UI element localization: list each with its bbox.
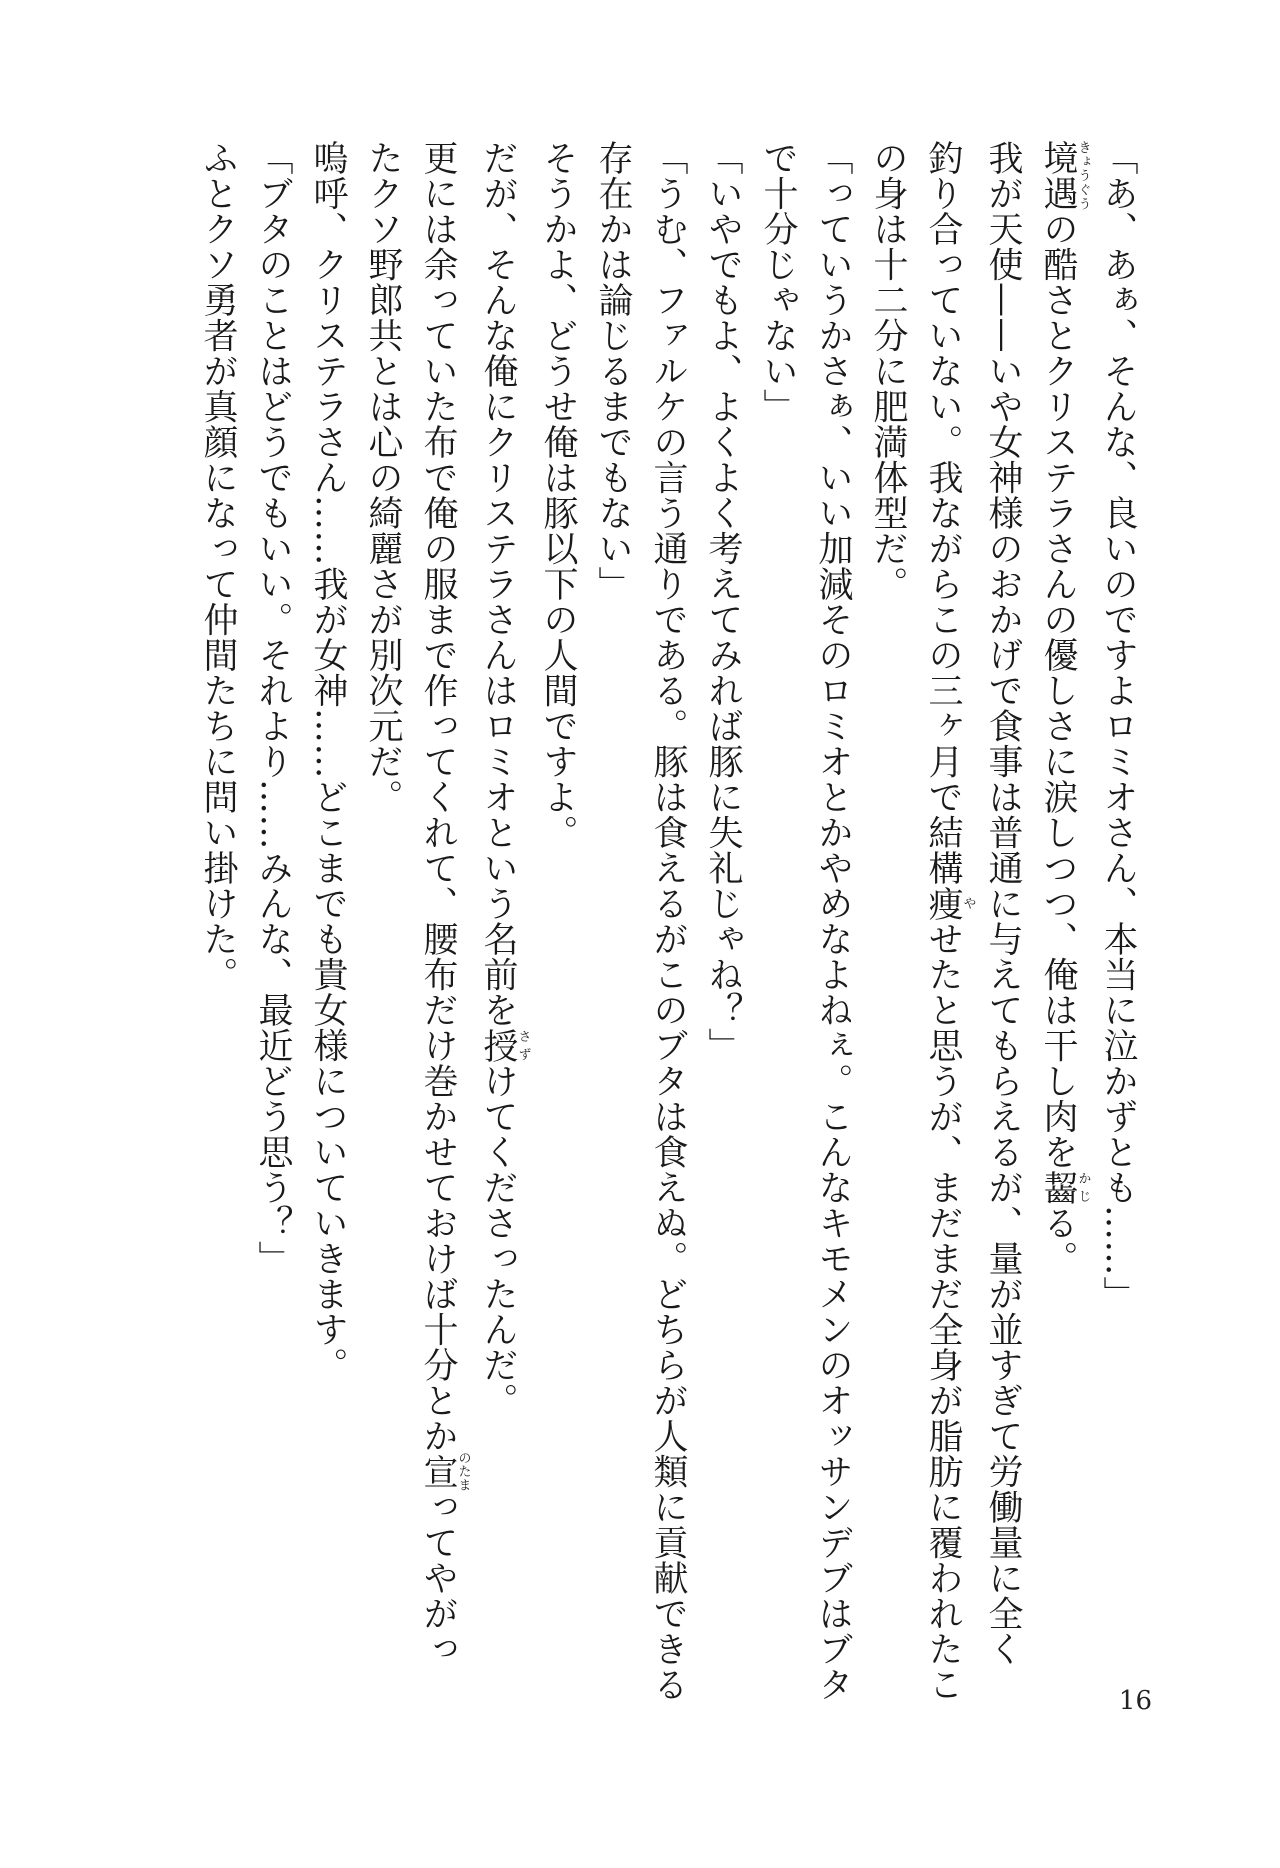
ruby-text <box>923 885 976 922</box>
text-line <box>640 140 695 1702</box>
text-segment: たクソ野郎共とは心の綺麗さが別次元だ。 <box>363 140 403 815</box>
text-line <box>915 140 976 1702</box>
text-segment: 「あ、あぁ、そんな、良いのですよロミオさん、本当に泣かずとも……」 <box>1098 140 1138 1312</box>
text-line <box>245 140 300 1640</box>
ruby-text <box>1038 140 1091 211</box>
text-line <box>300 140 355 1640</box>
text-line <box>1090 140 1145 1640</box>
text-segment: 「ブタのことはどうでもいい。それより……みんな、最近どう思う？」 <box>253 140 293 1276</box>
text-line <box>470 140 530 1640</box>
text-segment: けてくださったんだ。 <box>478 1063 518 1418</box>
text-segment: 我が天使——いや女神様のおかげで食事は普通に与えてもらえるが、量が並すぎて労働量に全く <box>983 140 1023 1667</box>
ruby-base: 授 <box>478 1027 518 1063</box>
text-segment: 「っていうかさぁ、いい加減そのロミオとかやめなよねぇ。こんなキモメンのオッサンデブはブタ <box>813 140 853 1702</box>
text-segment: だが、そんな俺にクリステラさんはロミオという名前を <box>478 140 518 1028</box>
text-line <box>695 140 750 1640</box>
text-line <box>975 140 1030 1667</box>
text-segment: る。 <box>1038 1205 1078 1276</box>
text-segment: 更には余っていた布で俺の服まで作ってくれて、腰布だけ巻かせておけば十分とか <box>418 140 458 1454</box>
ruby-reading: かじ <box>1075 1169 1091 1205</box>
text-segment: で十分じゃない」 <box>758 140 798 424</box>
text-segment: の酷さとクリステラさんの優しさに涙しつつ、俺は干し肉を <box>1038 211 1078 1170</box>
ruby-base: 齧 <box>1038 1169 1078 1205</box>
ruby-text <box>418 1451 471 1492</box>
text-line <box>585 140 640 1640</box>
ruby-reading: のたま <box>455 1451 471 1492</box>
text-segment: 「いやでもよ、よくよく考えてみれば豚に失礼じゃね？」 <box>703 140 743 1063</box>
text-line <box>355 140 410 1640</box>
text-segment: そうかよ、どうせ俺は豚以下の人間ですよ。 <box>538 140 578 850</box>
ruby-reading: きょうぐう <box>1075 140 1091 211</box>
text-line <box>860 140 915 1640</box>
text-segment: せたと思うが、まだまだ全身が脂肪に覆われたこ <box>923 921 963 1702</box>
ruby-base: 境遇 <box>1038 140 1078 211</box>
text-line <box>805 140 860 1702</box>
ruby-text <box>478 1027 531 1064</box>
ruby-text <box>1038 1169 1091 1206</box>
ruby-reading: さず <box>515 1027 531 1063</box>
text-line <box>750 140 805 1640</box>
text-line <box>410 140 471 1667</box>
text-segment: 存在かは論じるまでもない」 <box>593 140 633 602</box>
text-line <box>190 140 245 1640</box>
text-segment: の身は十二分に肥満体型だ。 <box>868 140 908 602</box>
text-segment: 嗚呼、クリステラさん……我が女神……どこまでも貴女様についていきます。 <box>308 140 348 1383</box>
text-line <box>530 140 585 1640</box>
text-segment: ふとクソ勇者が真顔になって仲間たちに問い掛けた。 <box>198 140 238 992</box>
body-text <box>190 140 1145 1702</box>
text-line <box>1030 140 1090 1640</box>
ruby-reading: や <box>960 885 976 921</box>
text-segment: 釣り合っていない。我ながらこの三ヶ月で結構 <box>923 140 963 886</box>
ruby-base: 痩 <box>923 885 963 921</box>
text-segment: 「うむ、ファルケの言う通りである。豚は食えるがこのブタは食えぬ。どちらが人類に貢献できる <box>648 140 688 1702</box>
ruby-base: 宣 <box>418 1451 458 1492</box>
page-number: 16 <box>1118 1686 1152 1716</box>
text-segment: ってやがっ <box>418 1489 458 1667</box>
